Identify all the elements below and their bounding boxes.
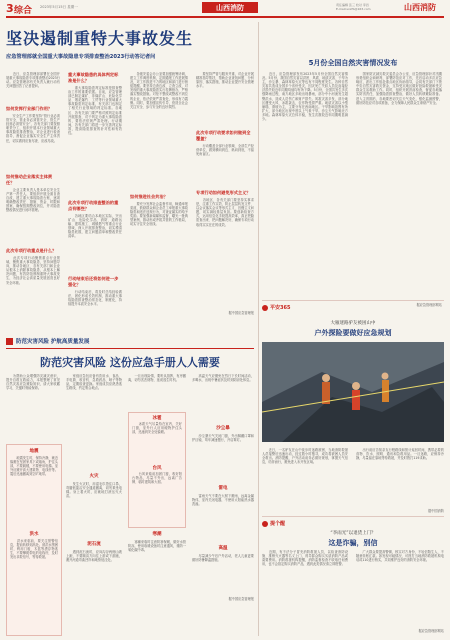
qa-column-2 [68,72,122,330]
tips-heading-cold: 寒潮 [152,532,162,537]
body-text: 安全生产工作要坚持“管行业必须管安全、管业务必须管安全、管生产经营必须管安全”，各有关部门要按照职责分工，组织开展本行业领域重大事故隐患排查整治，对企业进行检查指导，督促企业落实安全生产主体责任，切实做到应查尽查、应改尽改。 [6,114,60,143]
banner-square-icon [6,338,13,345]
body-text: 冰雹天气尽量待在室内，关好门窗，室外行人应用硬物护住头部，迅速到安全处躲避。 [132,422,182,435]
body-text: 地震发生时，保持冷静，就近躲避在坚固家具下或墙角，护住头部，不要跳楼，不要使用电梯。室外应避开高大建筑物、电线杆等。震后迅速撤离到空旷地带。 [10,456,58,477]
body-text: 出行前应告知亲友行程路线和预计返回时间，携带必要的食物、饮水、照明、通讯和急救用品。一旦迷路，应保持冷静，尽量留在原地等待救援，并及时拨打119求助。 [356,448,444,461]
qa-question: 如何推进社会共治？ [130,194,168,199]
body-text: 广大群众要提高警惕，核实对方身份，不轻信陌生人，不随意转账汇款。如发现可疑情况，可拨打当地消防救援机构电话或110进行核实，共同维护良好的消防安全环境。 [356,550,444,563]
fraud-col-1 [262,550,348,632]
body-text: 为帮助公众增强防灾减灾意识，提升自救互救能力，本报整理了常见自然灾害应急避险知识，请大家收藏学习，关键时刻能保命。 [6,374,60,391]
stats-credit: 据应急管理部网站 [416,303,442,307]
logo-plate [202,2,258,13]
article-qa [6,72,254,330]
body-text: 雷雨天气不要在大树下避雨，远离金属物体，室内关闭电器，不使用太阳能热水器洗澡。 [192,494,254,507]
qa-question: 此次专项行动重点是什么？ [6,248,57,253]
tips-heading-hail: 冰雹 [152,416,162,421]
tips-heading-flood: 洪水 [29,532,39,537]
disaster-stats-block [262,58,444,307]
fraud-kicker: “李雨光”以退货上门？ [330,531,376,536]
handbook-intro [6,374,60,428]
outdoor-col-1 [262,448,348,512]
body-text: 洪水来临前，要关注预警信息，提前转移到高处。被洪水围困时，利用门板、木盆等漂浮物逃生，不要攀爬带电的电线杆，及时发出求救信号，等待救援。 [10,539,58,560]
editor-line: 责任编辑 张三 校对 李四 [336,3,369,7]
tag-ping-an [262,304,308,312]
body-text: 近日，一名驴友在山中徒步时迷路被困，当地消防救援人员接警后迅速出动，经过数小时搜寻，成功将被困人员安全救出。消防提醒，户外活动前务必做好规划，掌握天气信息，结伴而行，避免进入未开发区域。 [262,448,348,465]
article-credit: 据中国应急管理报 [228,311,254,315]
body-text: 各地区要结合本地区实际，突出矿山、危险化学品、消防、道路运输、建筑施工、城镇燃气等重点行业领域，深入开展排查整治，切实摸清隐患底数，建立问题清单和整改责任清单。 [68,214,122,239]
column-divider [258,22,259,636]
tips-box-1 [6,444,62,636]
tips-heading-landslide: 泥石流 [87,542,101,547]
body-text: 各级安委会办公室要加强统筹协调，建立工作调度机制，定期通报工作进展情况，对工作推进不力的地区和部门进行督促提醒。要坚持边查边改、立查立改，对发现的重大事故隐患实行挂牌督办，严格落实整改措施。对拒不整改或整改不到位的企业，依法依规严肃查处，形成有力震慑。同时，要加强宣传引导，营造全社会关注安全、参与安全的良好氛围。 [130,72,188,109]
masthead [6,2,446,14]
tips-heading-fire: 火灾 [89,474,99,479]
main-subheadline: 应急管理部就全国重大事故隐患专项排查整治2023行动答记者问 [6,54,156,60]
stats-title: 5月份全国自然灾害情况发布 [308,59,398,67]
section-tag: 提个醒 [270,521,286,527]
tag-dot-icon [262,305,268,311]
body-text: 发生火灾时，用湿毛巾捂住口鼻，弯腰低姿沿安全通道撤离，切勿乘坐电梯。身上着火时，应就地打滚压灭火苗。 [66,482,122,499]
body-text: 尽量减少午后户外活动，老人儿童更要做好防暑降温措施。 [192,554,254,563]
section-rule [262,300,444,301]
qa-question: 行动结束后还将如何进一步强化？ [68,276,119,287]
body-text: 行动覆盖全部行业领域、全部生产经营单位，做到横向到边、纵向到底，不留死角盲区。 [196,144,254,157]
body-text: 重大事故隐患判定标准是排查整治工作的重要依据。目前，应急管理部已制定煤矿、非煤矿山、危险化学品、烟花爆竹、工贸等行业领域重大事故隐患判定标准，有关部门也制定了相关行业领域的判定标准。各地区、各有关部门要严格对照判定标准开展排查，对于判定为重大事故隐患的，要依法依规严肃处理。行动期间，各有关部门将进一步完善判定标准，提高隐患排查的针对性和有效性。 [68,86,122,136]
handbook-col-2 [66,374,122,606]
outdoor-title: 户外探险要做好应急规划 [314,329,392,337]
handbook-banner [6,336,254,349]
fraud-title: 这是诈骗，别信 [328,539,378,547]
body-text: 高温天气应避免在烈日下长时间活动，多喝水，出现中暑症状及时到阴凉处休息。 [192,374,254,383]
qa-question: 此次专项行动要求如何做到全覆盖？ [196,130,251,141]
body-text: 国家防灾减灾救灾委员会办公室、应急管理部针对汛期形势组织会商研判，部署防范应对工作，先后启动多次应急响应，派出工作组赴重点地区协助指导，会同有关部门下拨中央自然灾害救灾资金，支持受灾地区做好抢险救援和受灾群众生活救助工作。同时，组织开展汛前检查，督促各地落实防汛责任，加强隐患排查整治，做好人员转移避险准备。进入主汛期后，各地要密切关注天气变化，强化监测预警，做好防范应对各项准备，全力保障人民群众生命财产安全。 [356,72,442,105]
tag-reminder [262,520,308,528]
body-text: 近期，有不法分子冒充消防救援人员，以检查消防设施、推销灭火器等名义上门，诱导群众购买劣质消防产品或索要费用。消防救援机构提醒，消防监督检查不收取任何费用，也不会指定购买消防产品，遇到此类情况请立即报警。 [262,550,348,567]
qa-question: 重大事故隐患的具体判定标准是什么？ [68,72,119,83]
section-rule [262,516,444,517]
qa-column-3 [130,72,188,330]
masthead-logo-right: 山西消防 [404,2,436,12]
tips-heading-typhoon: 台风 [152,466,162,471]
fraud-col-2 [356,550,444,633]
main-headline-block [6,26,246,60]
main-headline: 坚决遏制重特大事故发生 [6,29,194,48]
qa-column-1 [6,72,60,330]
tips-heading-quake: 地震 [29,449,39,454]
body-text: 要坚持严管与服务并重，对企业开展精准指导帮扶，帮助企业查找问题、分析原因、落实措施，推动企业提升安全管理水平。 [196,72,254,89]
banner-text: 防范灾害风险 护航高质量发展 [16,339,90,345]
body-text: 沙尘暴天气关闭门窗，外出佩戴口罩和护目镜，驾车减速慢行，开启雾灯。 [192,434,254,443]
handbook-col-4 [192,374,254,601]
body-text: 一旦出现险情，要听从指挥，有序撤离，切勿贪恋财物，延误逃生时机。 [128,374,186,383]
body-text: 近日，应急管理部部署在全国开展重大事故隐患专项排查整治2023行动。应急管理部有关负责人就行动有关问题回答了记者提问。 [6,72,60,89]
body-text: 各地区、各有关部门要坚持实事求是，注重工作实效，防止层层转发文件、以会议落实会议等形式主义、官僚主义问题，切实减轻基层负担。要创新检查方式，运用信息化手段提高效率，真正把隐患查出来、把问题解决好，确保专项行动取得实实在在的成效。 [196,198,254,227]
issue-date: 2023年5月15日 星期一 [40,5,78,9]
handbook-title-block [6,350,254,370]
body-text: 近日，应急管理部发布2023年5月份全国自然灾害情况。5月份，我国自然灾害以洪涝、风雹、地质灾害、干旱为主，沙尘暴、森林草原火灾等也有不同程度发生。各种自然灾害共造成全国多个省份受灾，因灾死亡失踪人员及直接经济损失较近年同期均值均有所下降。5月份，全国共发生多次强降雨过程，南方地区多地出现暴雨，部分中小河流发生超警洪水，造成人员伤亡和财产损失。风雹灾害多发，部分地区遭受大风、冰雹袭击，农作物受损严重。地质灾害以小型崩塌、滑坡为主，主要分布在西南地区。干旱影响范围有所扩大，部分地区出现中度以上气象干旱。沙尘天气影响北方多地。森林草原火灾总体平稳，发生次数较近年同期明显减少。 [262,72,348,122]
fraud-heading [262,530,444,548]
qa-question: 专项行动如何避免形式主义？ [196,190,251,195]
qa-question: 如何推动企业落实主体责任？ [6,174,53,185]
outdoor-credit: 据中国消防 [428,509,444,513]
tag-dot-icon [262,521,268,527]
tips-box-2 [128,412,186,528]
tips-heading-sand: 沙尘暴 [216,426,230,431]
outdoor-kicker: 大雁迷路驴友被困山中 [330,321,376,326]
editor-email: E-mail:sxxfb@163.com [336,7,371,11]
body-text: 要充分发挥社会监督作用，畅通举报渠道，鼓励群众和企业员工举报重大事故隐患和违法违规行为，对查证属实的给予奖励。要加强新闻媒体监督，曝光一批典型案例，推动形成齐抓共管的工作格局，切实守住安全底线。 [130,202,188,227]
handbook-title: 防范灾害风险 这份应急手册人人需要 [40,356,220,369]
masthead-logo: 山西消防 [216,3,244,12]
section-number: 3 [6,2,14,15]
fraud-credit: 据应急管理部网站 [418,629,444,633]
body-text: 行动结束后，将及时总结经验做法，固化形成长效机制，推动重大事故隐患排查整治常态化、制度化，持续提升本质安全水平。 [68,290,122,307]
body-text: 此次专项行动聚焦重点行业领域，聚焦重大事故隐患，坚持问题导向，推动各地区、各有关部门和企业从根本上消除事故隐患，从根本上解决问题，有效防范遏制重特大事故发生，为经济社会高质量发展创造良好安全环境。 [6,256,60,285]
tips-heading-heat: 高温 [218,546,228,551]
body-text: 寒潮来临时注意防寒保暖，做好水管防冻，使用取暖设备时注意通风，谨防一氧化碳中毒。 [128,540,186,553]
outdoor-heading [262,320,444,338]
rescue-photo-illustration [262,342,444,442]
handbook-credit: 据中国应急管理报 [228,597,254,601]
rescue-photo [262,342,444,442]
qa-column-4 [196,72,254,330]
section-tag: 平安365 [270,305,291,311]
body-text: 台风来临前加固门窗，收好阳台物品，尽量不外出，远离广告牌、临时建筑和大树。 [132,472,182,485]
section-name: 综合 [14,6,33,16]
body-text: 企业主要负责人是本单位安全生产第一责任人，要组织开展全面自查自改，建立重大事故隐患台账，逐项明确整改责任、措施、资金、时限和预案，确保按期整改到位，并对隐患整改情况进行闭环管理。 [6,188,60,213]
tips-heading-lightning: 雷电 [218,486,228,491]
qa-question: 如何发挥行业部门作用？ [6,106,53,111]
body-text: 家庭应急包应备有饮用水、食品、手电筒、收音机、急救药品、哨子等物品，定期检查更换。家庭成员应熟悉逃生路线，约定集合地点。 [66,374,122,391]
outdoor-col-2 [356,448,444,513]
masthead-rule [6,16,444,18]
qa-question: 此次专项行动排查整治的重点有哪些？ [68,200,119,211]
handbook-col-3 [128,374,186,600]
body-text: 遇到泥石流时，应向沟谷两侧山坡上跑，不要顺沟方向往上游或下游跑，避开河道弯曲凹岸和地势低洼处。 [66,550,122,563]
